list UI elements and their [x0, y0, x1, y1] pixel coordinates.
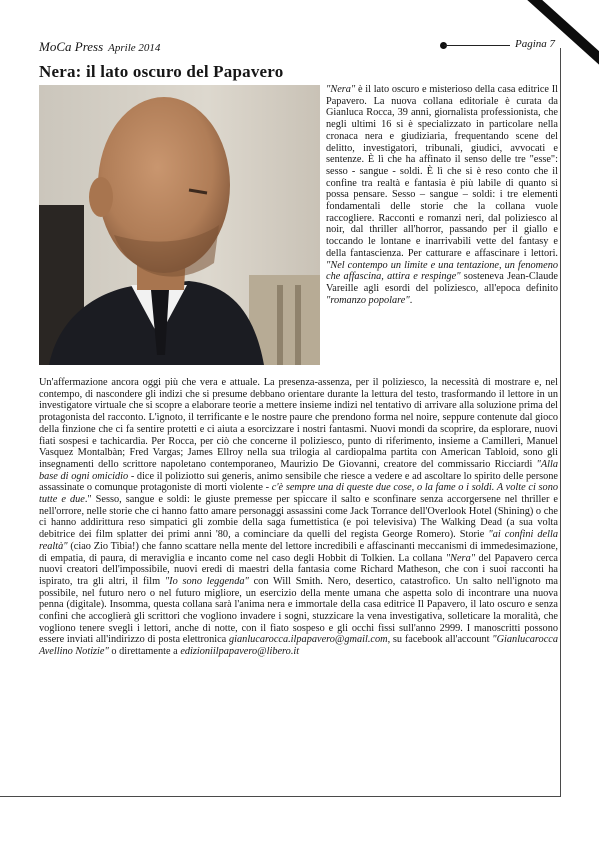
portrait-photo — [39, 85, 320, 365]
emphasized-text: "ai confini della realtà" — [39, 529, 558, 552]
emphasized-text: gianlucarocca.ilpapavero@gmail.com — [229, 634, 388, 646]
page-number: Pagina 7 — [515, 38, 556, 50]
text-run: Un'affermazione ancora oggi più che vera e attuale. La presenza-assenza, per il poliziesco, la necessità di mostrare e, nel contempo, di nascondere gli indizi che si presume debbano orientare durante la lettura del testo, trasformando il lettore in un investigatore virtuale che si scopre a elaborare teorie a mettere insieme indizi nel tentativo di arrivare alla soluzione prima del protagonista del racconto. L'ignoto, il terrificante e le nostre paure che prendono forma nel noire, seppure contenute dal gioco della finzione che ci fa sentire protetti e ci aiuta a esorcizzare i nostri fantasmi. Nuovi mondi da scoprire, da esplorare, nuovi fiati sospesi e tachicardia. Per Rocca, per ciò che concerne il poliziesco, punto di riferimento, insieme a Camilleri, Manuel Vasquez Montalbàn; Fred Vargas; James Ellroy nella sua trilogia al cardiopalma partita con American Tabloid, sono gli insegnamenti dello scrittore napoletano contemporaneo, Maurizio De Giovanni, creatore del commissario Ricciardi — [39, 377, 558, 470]
article-intro-column — [326, 84, 558, 306]
text-run: è il lato oscuro e misterioso della casa editrice Il Papavero. La nuova collana editoriale è curata da Gianluca Rocca, 39 anni, giornalista professionista, che negli ultimi 16 si è specializzato in particolare nella cronaca nera e giudiziaria, frequentando scene del delitto, investigatori, tribunali, giudici, avvocati e sentenze. È lì che ha affinato il senso delle tre "esse": sesso - sangue - soldi. È lì che si è reso conto che il confine tra realtà e fantasia è più labile di quanto si possa pensare. Sesso – sangue – soldi: i tre elementi fondamentali delle storie che la collana vuole raccogliere. Racconti e romanzi neri, dal poliziesco al noir, dal thriller all'horror, passando per il giallo e toccando le lontane e inarrivabili vette del fantasy e della fantascienza. Per catturare e affascinare i lettori. — [326, 84, 558, 259]
emphasized-text: "Io sono leggenda" — [164, 575, 249, 587]
publication-name: MoCa Press — [39, 39, 104, 54]
text-run: (ciao Zio Tibia!) che fanno scattare nella mente del lettore incredibili e affascinanti meccanismi di immedesimazione, di empatia, di paura, di meraviglia e incanto come nel caso degli Hobbit di Tolkien. La collana — [39, 540, 558, 564]
text-run: sosteneva Jean-Claude Vareille agli esordi del poliziesco, all'epoca definito — [326, 271, 558, 294]
text-run: con Will Smith. Nero, desertico, catastrofico. Un salto nell'ignoto ma possibile, nel futuro nero o nel futuro migliore, un esercizio della mente umana che aspetta solo di incontrare una nuova penna (digitale). Insomma, questa collana sarà l'anima nera e immortale della casa editrice Il Papavero, il lato oscuro e senza confini che accoglierà gli scrittori che vogliono invadere i sogni, stuzzicare la vena investigativa, solleticare la moralità, che vogliono tenere svegli i lettori, anche di notte, con il fiato sospeso e gli occhi fissi sull'anno 2999. I manoscritti possono essere inviati all'indirizzo di posta elettronica — [39, 575, 558, 646]
page-edge-right — [560, 48, 561, 796]
text-run: , su facebook all'account — [387, 634, 493, 646]
text-run: ." Sesso, sangue e soldi: le giuste premesse per spiccare il salto e sconfinare senza accorgersene nel thriller e nell'orrore, nelle storie che ci hanno fatto amare personaggi assassini come Jack Torrance dell'Overlook Hotel (Shining) o che ci hanno addirittura reso simpatici gli zombie della saga fumettistica (e poi televisiva) The Walking Dead (a sua volta debitrice dei film splatter dei primi anni '80, a cominciare da quelli del regista George Romero). Storie — [39, 494, 558, 541]
emphasized-text: "Nera" — [445, 552, 476, 564]
emphasized-text: "Alla base di ogni omicidio — [39, 458, 558, 482]
page-edge-bottom — [0, 796, 561, 797]
text-run: del Papavero cerca nuovi creatori dell'impossibile, nuovi eredi di maestri della fantasia come Richard Matheson, che con i suoi racconti ha ispirato, tra gli altri, il film — [39, 552, 558, 587]
page-header-publication — [39, 39, 160, 55]
issue-date: Aprile 2014 — [108, 42, 161, 54]
emphasized-text: c'è sempre una di queste due cose, o la fame o i soldi. A volte ci sono tutte e due — [39, 482, 558, 506]
header-rule — [444, 45, 510, 46]
article-title: Nera: il lato oscuro del Papavero — [39, 62, 284, 81]
emphasized-text: edizioniilpapavero@libero.it — [180, 646, 300, 658]
emphasized-text: "Nel contempo un limite e una tentazione, un fenomeno che affascina, attira e respinge" — [326, 259, 558, 283]
text-run: - dice il poliziotto sui generis, animo sensibile che riesce a vedere e ad ascoltare lo spirito delle persone assassinate o comunque protagoniste di morti violente - — [39, 470, 558, 494]
portrait-photo-icon — [39, 85, 320, 365]
emphasized-text: "Gianlucarocca Avellino Notizie" — [39, 634, 558, 658]
emphasized-text: "romanzo popolare" — [326, 294, 410, 306]
emphasized-text: "Nera" — [326, 84, 356, 95]
text-run: o direttamente a — [108, 646, 181, 658]
article-body — [39, 377, 558, 658]
text-run: . — [409, 294, 413, 306]
